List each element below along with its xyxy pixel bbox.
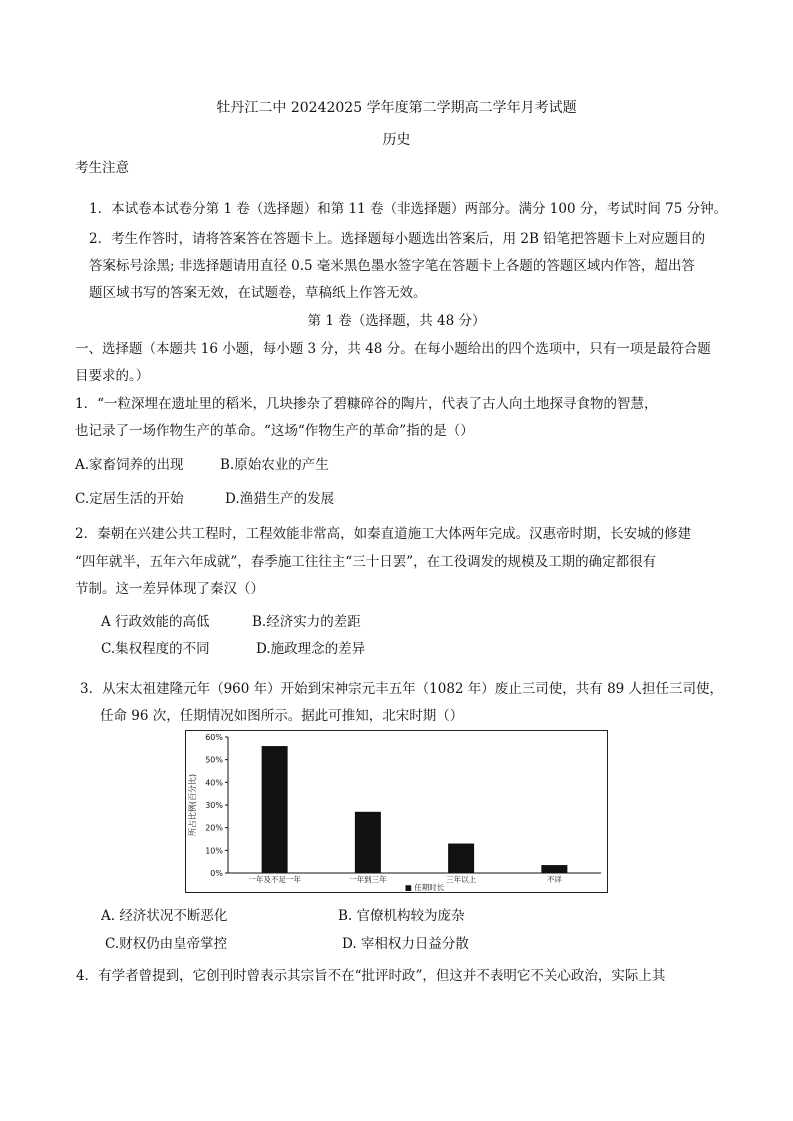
question-2-stem: 2．秦朝在兴建公共工程时，工程效能非常高，如秦直道施工大体两年完成。汉惠帝时期，长安城的修建 <box>75 526 692 542</box>
y-tick-label: 60% <box>205 733 223 742</box>
chart-canvas <box>186 731 607 892</box>
x-axis-label: ■ 任期时长 <box>404 883 445 892</box>
question-2-option-c: C.集权程度的不同 <box>101 641 210 657</box>
question-2-stem: “四年就半，五年六年成就”，春季施工往往主“三十日罢”，在工役调发的规模及工期的确定都很有 <box>75 554 657 570</box>
x-tick-label: 不详 <box>546 875 562 884</box>
notice-item: 2．考生作答时，请将答案答在答题卡上。选择题每小题选出答案后，用 2B 铅笔把答题卡上对应题目的 <box>89 231 706 247</box>
bar <box>541 865 567 873</box>
bar <box>262 746 288 873</box>
y-tick-label: 30% <box>205 801 223 810</box>
bar <box>448 844 474 873</box>
y-tick-label: 40% <box>205 778 223 788</box>
y-tick-label: 10% <box>205 846 223 856</box>
exam-title: 牡丹江二中 20242025 学年度第二学期高二学年月考试题 <box>216 100 577 116</box>
notice-item: 答案标号涂黑; 非选择题请用直径 0.5 毫米黑色墨水签字笔在答题卡上各题的答题区域内作答，超出答 <box>89 258 695 274</box>
question-2-option-d: D.施政理念的差异 <box>256 641 366 657</box>
question-1-option-b: B.原始农业的产生 <box>220 457 329 473</box>
question-1-option-d: D.渔猎生产的发展 <box>225 491 335 507</box>
x-tick-label: 一年到三年 <box>349 875 387 884</box>
x-tick-label: 一年及不足一年 <box>248 875 301 884</box>
question-1-stem: 1．“一粒深埋在遗址里的稻米，几块掺杂了碧糠碎谷的陶片，代表了古人向土地探寻食物的智慧， <box>75 396 658 412</box>
notice-item: 题区域书写的答案无效，在试题卷，草稿纸上作答无效。 <box>89 285 427 301</box>
bar <box>355 812 381 873</box>
section-instructions: 一、选择题（本题共 16 小题，每小题 3 分，共 48 分。在每小题给出的四个选项中，只有一项是最符合题 <box>75 341 711 357</box>
question-3-option-b: B. 官僚机构较为庞杂 <box>338 908 465 924</box>
question-1-option-a: A.家畜饲养的出现 <box>75 457 184 473</box>
notice-item: 1．本试卷本试卷分第 1 卷（选择题）和第 11 卷（非选择题）两部分。满分 100 分，考试时间 75 分钟。 <box>89 201 728 217</box>
subject-title: 历史 <box>382 132 411 148</box>
y-tick-label: 0% <box>210 869 223 878</box>
question-4-stem: 4．有学者曾提到，它创刊时曾表示其宗旨不在“批评时政”，但这并不表明它不关心政治，实际上其 <box>76 968 666 984</box>
question-3-option-a: A. 经济状况不断恶化 <box>101 908 228 924</box>
question-2-option-b: B.经济实力的差距 <box>252 614 361 630</box>
question-3-stem: 任命 96 次，任期情况如图所示。据此可推知，北宋时期（） <box>100 708 464 724</box>
notice-heading: 考生注意 <box>75 160 129 176</box>
y-tick-label: 20% <box>205 823 223 833</box>
question-2-stem: 节制。这一差异体现了秦汉（） <box>75 581 264 597</box>
section-instructions: 目要求的。） <box>75 368 150 384</box>
y-axis-label: 所占比例(百分比) <box>188 773 197 837</box>
question-1-option-c: C.定居生活的开始 <box>75 491 184 507</box>
question-2-option-a: A 行政效能的高低 <box>101 614 210 630</box>
term-length-chart <box>185 730 608 893</box>
y-tick-label: 50% <box>205 755 223 765</box>
question-3-stem: 3．从宋太祖建隆元年（960 年）开始到宋神宗元丰五年（1082 年）废止三司使，共有 89 人担任三司使， <box>80 681 724 697</box>
question-3-option-d: D. 宰相权力日益分散 <box>342 936 469 952</box>
x-tick-label: 三年以上 <box>446 875 477 884</box>
question-1-stem: 也记录了一场作物生产的革命。“这场“作物生产的革命”指的是（） <box>75 423 474 439</box>
section-title: 第 1 卷（选择题，共 48 分） <box>307 313 486 329</box>
question-3-option-c: C.财权仍由皇帝掌控 <box>105 936 228 952</box>
